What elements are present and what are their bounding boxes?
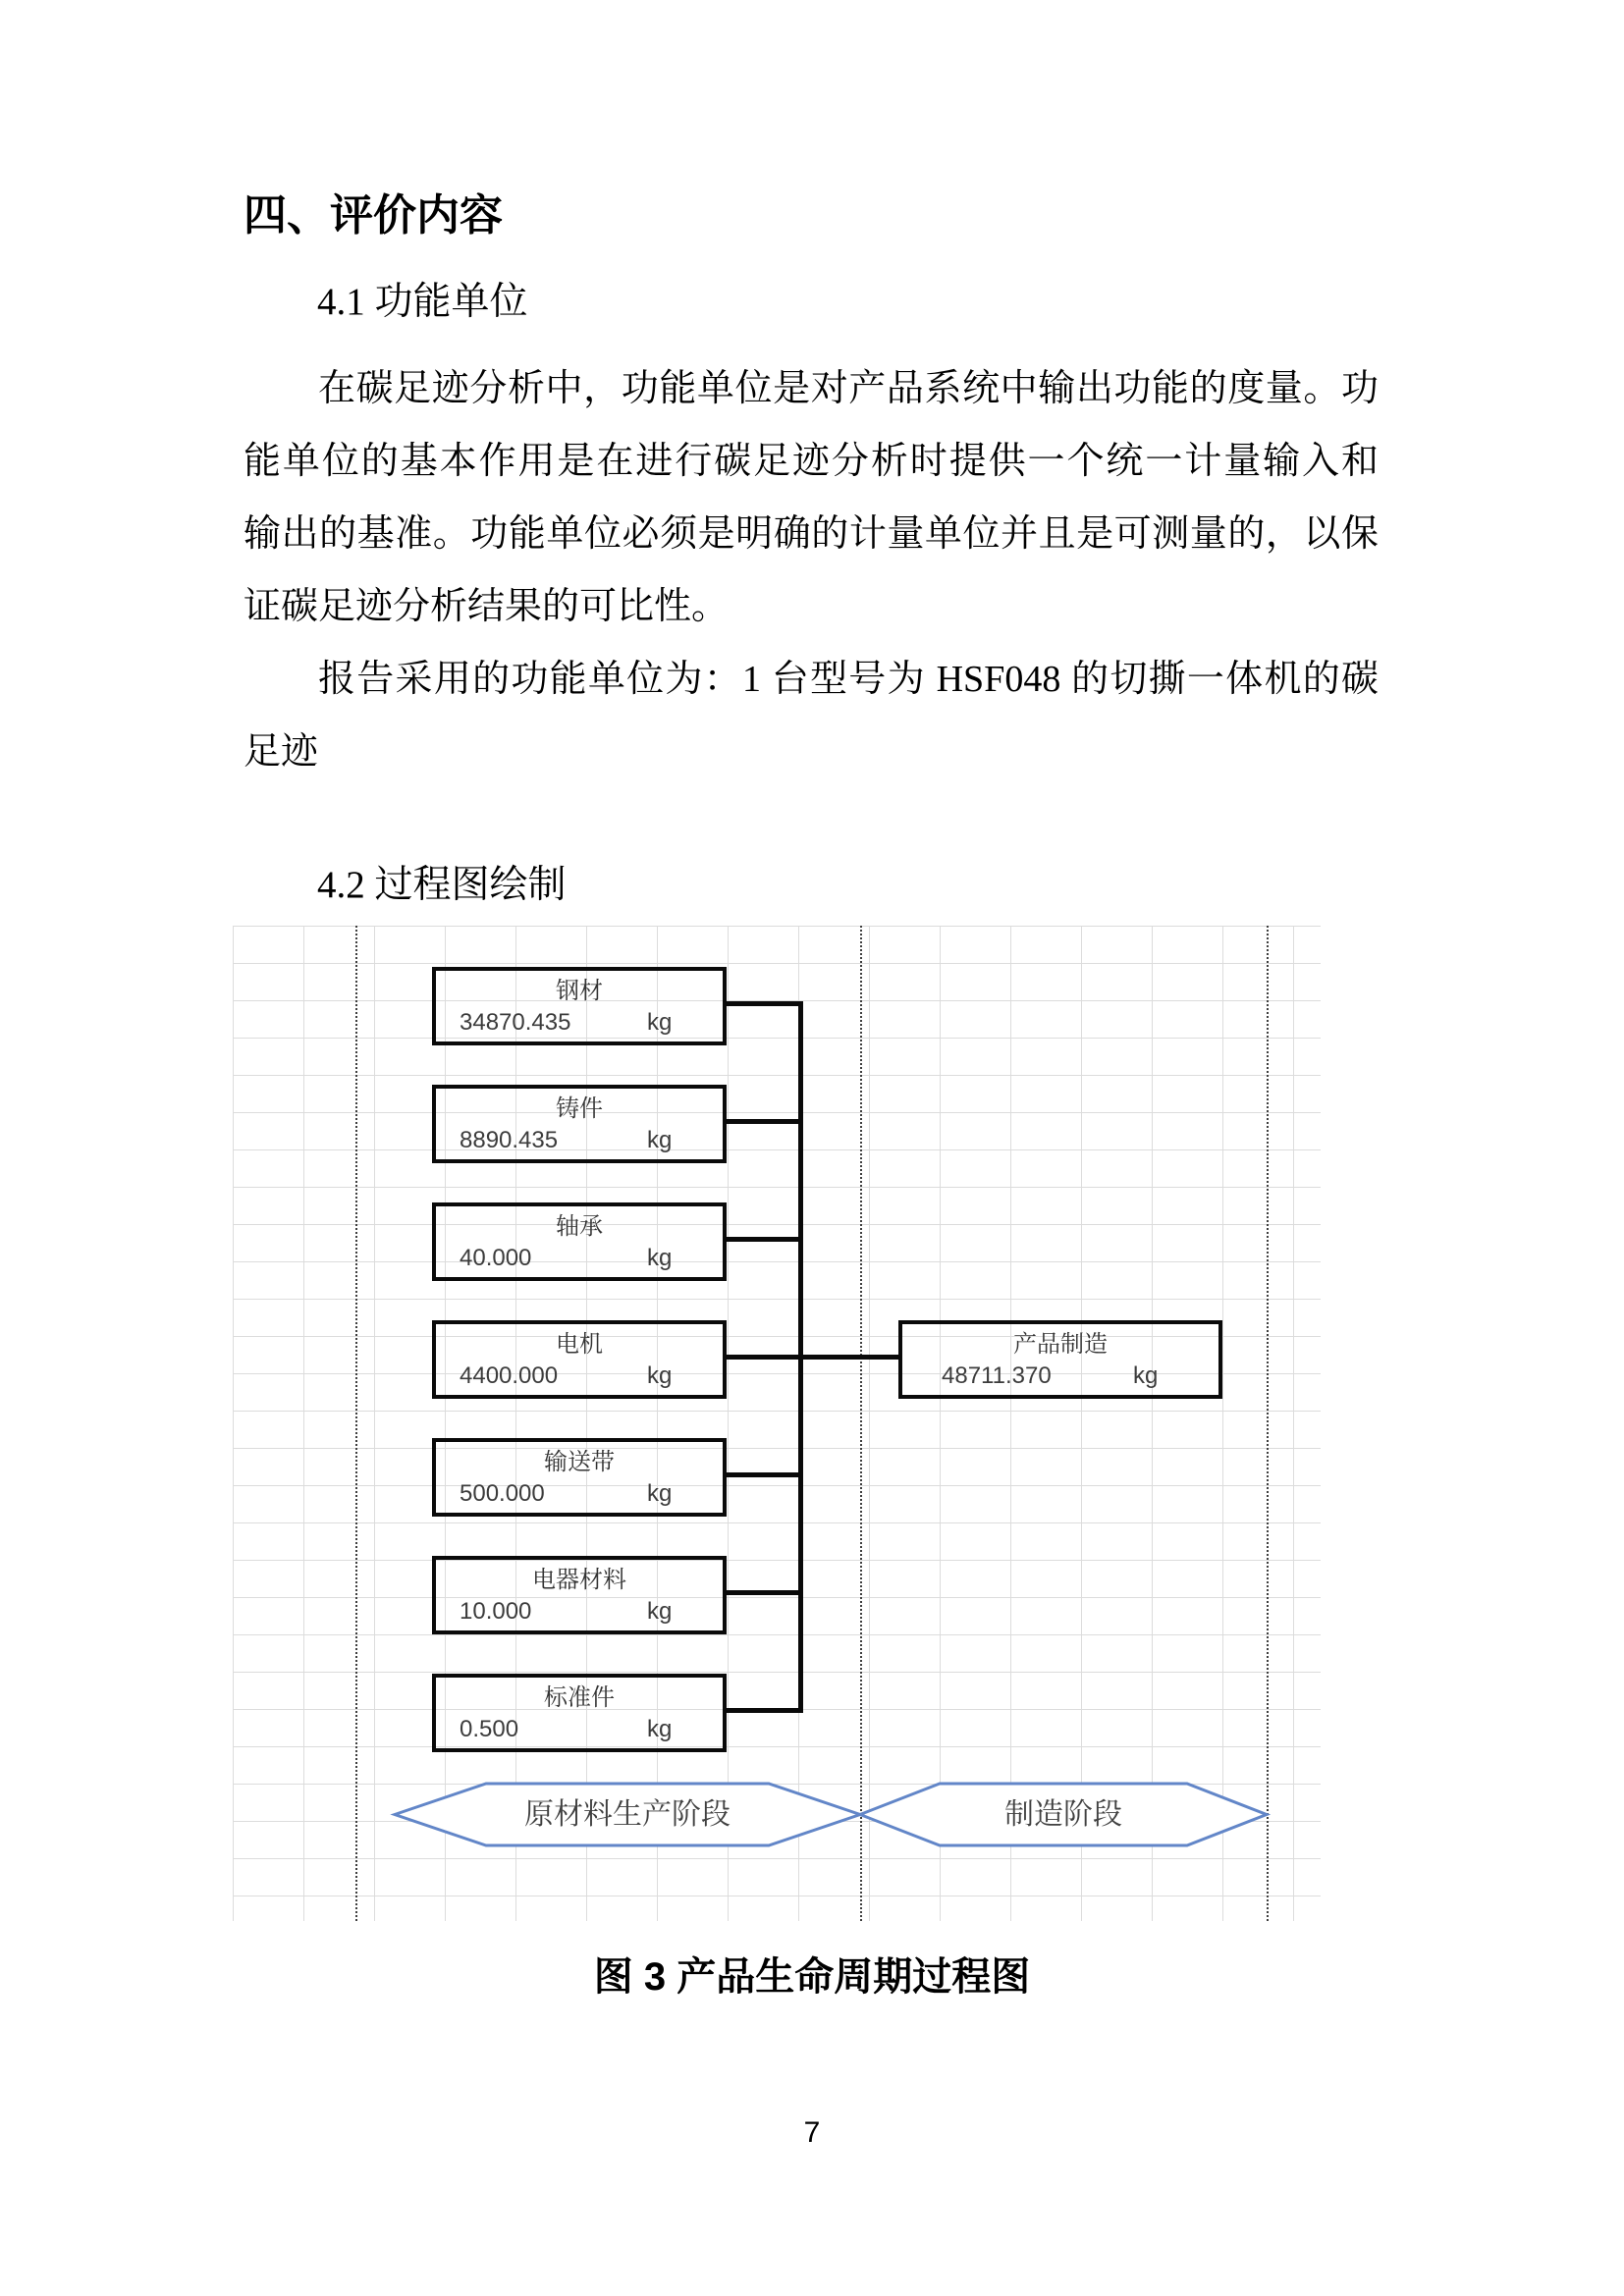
- section-4-2-title: 4.2 过程图绘制: [317, 864, 567, 906]
- chapter-heading: 四、评价内容: [244, 191, 503, 240]
- paragraph-line: 输出的基准。功能单位必须是明确的计量单位并且是可测量的，以保: [244, 513, 1379, 555]
- box-unit: kg: [647, 1716, 673, 1742]
- process-box-electrical-materials: [432, 1556, 727, 1634]
- connector-motor-to-manufacturing: [723, 1355, 898, 1360]
- box-label: 钢材: [556, 978, 603, 1004]
- box-unit: kg: [1133, 1362, 1159, 1389]
- box-value-row: [436, 1007, 723, 1041]
- box-value-row: [436, 1478, 723, 1513]
- box-label: 电机: [556, 1331, 603, 1358]
- process-box-steel: [432, 967, 727, 1045]
- stage-label-raw-material: 原材料生产阶段: [524, 1798, 731, 1831]
- paragraph-functional-unit: [244, 352, 1379, 643]
- box-unit: kg: [647, 1480, 673, 1507]
- box-label: 标准件: [544, 1684, 615, 1711]
- box-label: 轴承: [556, 1213, 603, 1240]
- page-number: 7: [803, 2116, 821, 2149]
- process-box-motor: [432, 1320, 727, 1399]
- box-value-row: [436, 1125, 723, 1159]
- process-flow-diagram: [233, 926, 1321, 1921]
- connector-casting: [723, 1119, 803, 1124]
- paragraph-line: 能单位的基本作用是在进行碳足迹分析时提供一个统一计量输入和: [244, 441, 1379, 482]
- connector-bus-line: [798, 1001, 803, 1713]
- box-value-row: [436, 1714, 723, 1748]
- paragraph-functional-unit-definition: [244, 643, 1379, 788]
- box-value: 0.500: [460, 1716, 519, 1742]
- process-box-bearing: [432, 1202, 727, 1281]
- box-unit: kg: [647, 1245, 673, 1271]
- process-box-conveyor-belt: [432, 1438, 727, 1517]
- process-box-casting: [432, 1085, 727, 1163]
- box-unit: kg: [647, 1127, 673, 1153]
- box-value-row: [436, 1361, 723, 1395]
- page-break-line-middle: [860, 926, 862, 1921]
- connector-standard: [723, 1708, 803, 1713]
- connector-conveyor: [723, 1472, 803, 1477]
- paragraph-line: 在碳足迹分析中，功能单位是对产品系统中输出功能的度量。功: [318, 368, 1379, 409]
- box-value: 34870.435: [460, 1009, 571, 1036]
- process-box-manufacturing: [898, 1320, 1222, 1399]
- paragraph-line: 足迹: [244, 731, 319, 773]
- box-value-row: [902, 1361, 1218, 1395]
- page-break-line-left: [355, 926, 357, 1921]
- process-box-standard-parts: [432, 1674, 727, 1752]
- box-value: 40.000: [460, 1245, 532, 1271]
- box-value: 48711.370: [942, 1362, 1052, 1389]
- box-value: 8890.435: [460, 1127, 559, 1153]
- box-label: 电器材料: [532, 1567, 626, 1593]
- stage-label-manufacturing: 制造阶段: [1004, 1798, 1122, 1831]
- connector-steel: [723, 1001, 803, 1006]
- connector-electrical: [723, 1590, 803, 1595]
- box-value: 10.000: [460, 1598, 532, 1625]
- box-label: 输送带: [544, 1449, 615, 1475]
- box-unit: kg: [647, 1362, 673, 1389]
- box-unit: kg: [647, 1598, 673, 1625]
- connector-bearing: [723, 1237, 803, 1242]
- page-break-line-right: [1267, 926, 1269, 1921]
- paragraph-line: 报告采用的功能单位为：1 台型号为 HSF048 的切撕一体机的碳: [318, 659, 1379, 700]
- figure-caption: 图 3 产品生命周期过程图: [593, 1955, 1031, 1999]
- box-value: 4400.000: [460, 1362, 559, 1389]
- box-value-row: [436, 1596, 723, 1630]
- box-value: 500.000: [460, 1480, 545, 1507]
- box-label: 铸件: [556, 1095, 603, 1122]
- box-value-row: [436, 1243, 723, 1277]
- paragraph-line: 证碳足迹分析结果的可比性。: [244, 586, 730, 627]
- box-unit: kg: [647, 1009, 673, 1036]
- box-label: 产品制造: [1013, 1331, 1108, 1358]
- section-4-1-title: 4.1 功能单位: [317, 281, 528, 323]
